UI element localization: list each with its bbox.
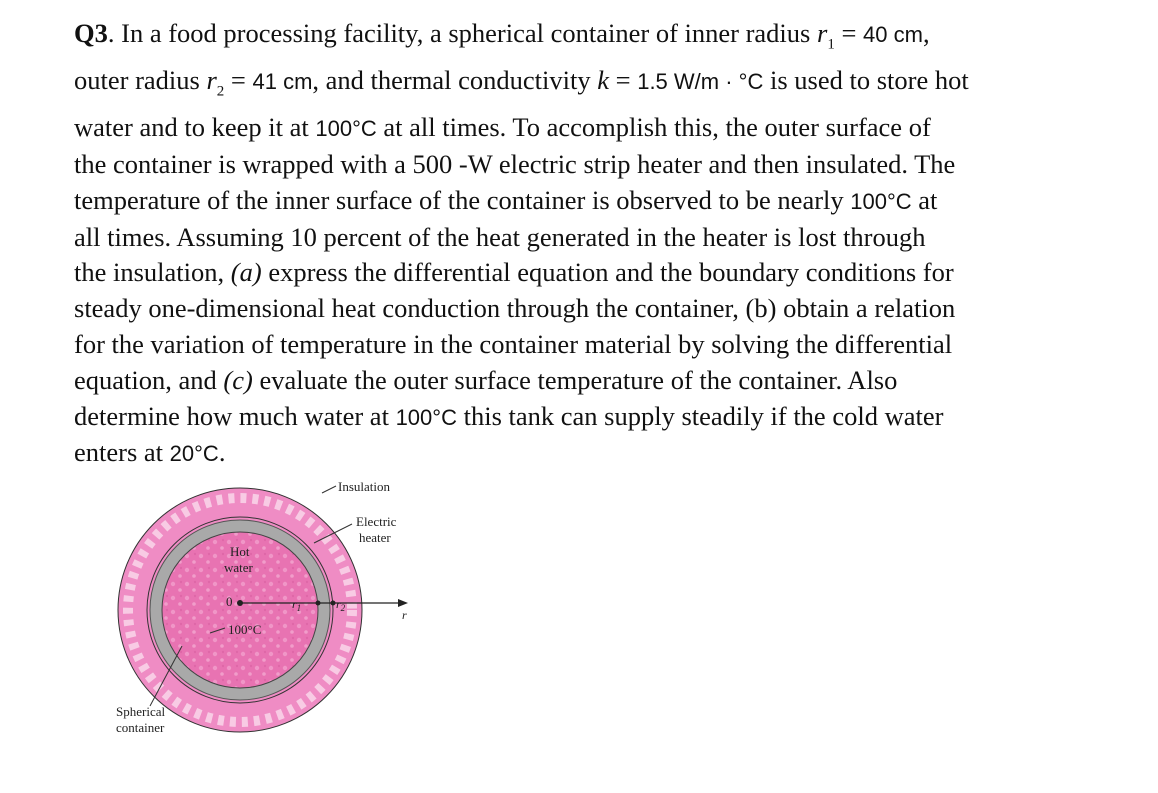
r-axis-arrowhead xyxy=(398,599,408,607)
problem-line-6: all times. Assuming 10 percent of the heat generated in the heater is lost through xyxy=(74,221,926,252)
hot-label: Hot xyxy=(230,544,250,559)
problem-line-4: the container is wrapped with a 500 -W electric strip heater and then insulated. The xyxy=(74,148,956,179)
r1-label: $r_1$ xyxy=(292,597,302,613)
problem-line-1: Q3. In a food processing facility, a spherical container of inner radius $r_1 = 40$ cm, xyxy=(74,18,930,53)
heater-label: heater xyxy=(359,530,391,545)
spherical-container-diagram xyxy=(100,468,440,748)
problem-line-5: temperature of the inner surface of the container is observed to be nearly 100°C at xyxy=(74,184,938,215)
r1-dot xyxy=(316,601,321,606)
r2-dot xyxy=(331,601,336,606)
problem-line-7: the insulation, (a) express the differential equation and the boundary conditions for xyxy=(74,257,954,288)
temp-label: 100°C xyxy=(228,622,262,637)
water-label: water xyxy=(224,560,253,575)
problem-line-10: equation, and (c) evaluate the outer surface temperature of the container. Also xyxy=(74,364,898,395)
electric-label: Electric xyxy=(356,514,397,529)
r2-label: $r_2$ xyxy=(336,597,346,613)
origin-label: 0 xyxy=(226,594,233,609)
origin-dot xyxy=(237,600,243,606)
container-figure xyxy=(100,468,440,748)
spherical-label: Spherical xyxy=(116,704,166,719)
insulation-label: Insulation xyxy=(338,479,390,494)
container-label: container xyxy=(116,720,165,735)
problem-line-3: water and to keep it at 100°C at all times. To accomplish this, the outer surface of xyxy=(74,112,931,143)
r-axis-label: r xyxy=(402,608,407,622)
problem-text xyxy=(74,16,1074,472)
insulation-leader xyxy=(322,486,336,493)
problem-line-2: outer radius $r_2 = 41$ cm, and thermal conductivity k = 1.5 W/m · °C is used to store hot xyxy=(74,65,969,100)
problem-line-9: for the variation of temperature in the container material by solving the differential xyxy=(74,328,953,359)
problem-line-11: determine how much water at 100°C this tank can supply steadily if the cold water xyxy=(74,400,944,431)
problem-line-8: steady one-dimensional heat conduction through the container, (b) obtain a relation xyxy=(74,293,956,324)
question-number: Q3 xyxy=(74,18,108,48)
problem-line-12: enters at 20°C. xyxy=(74,437,226,468)
